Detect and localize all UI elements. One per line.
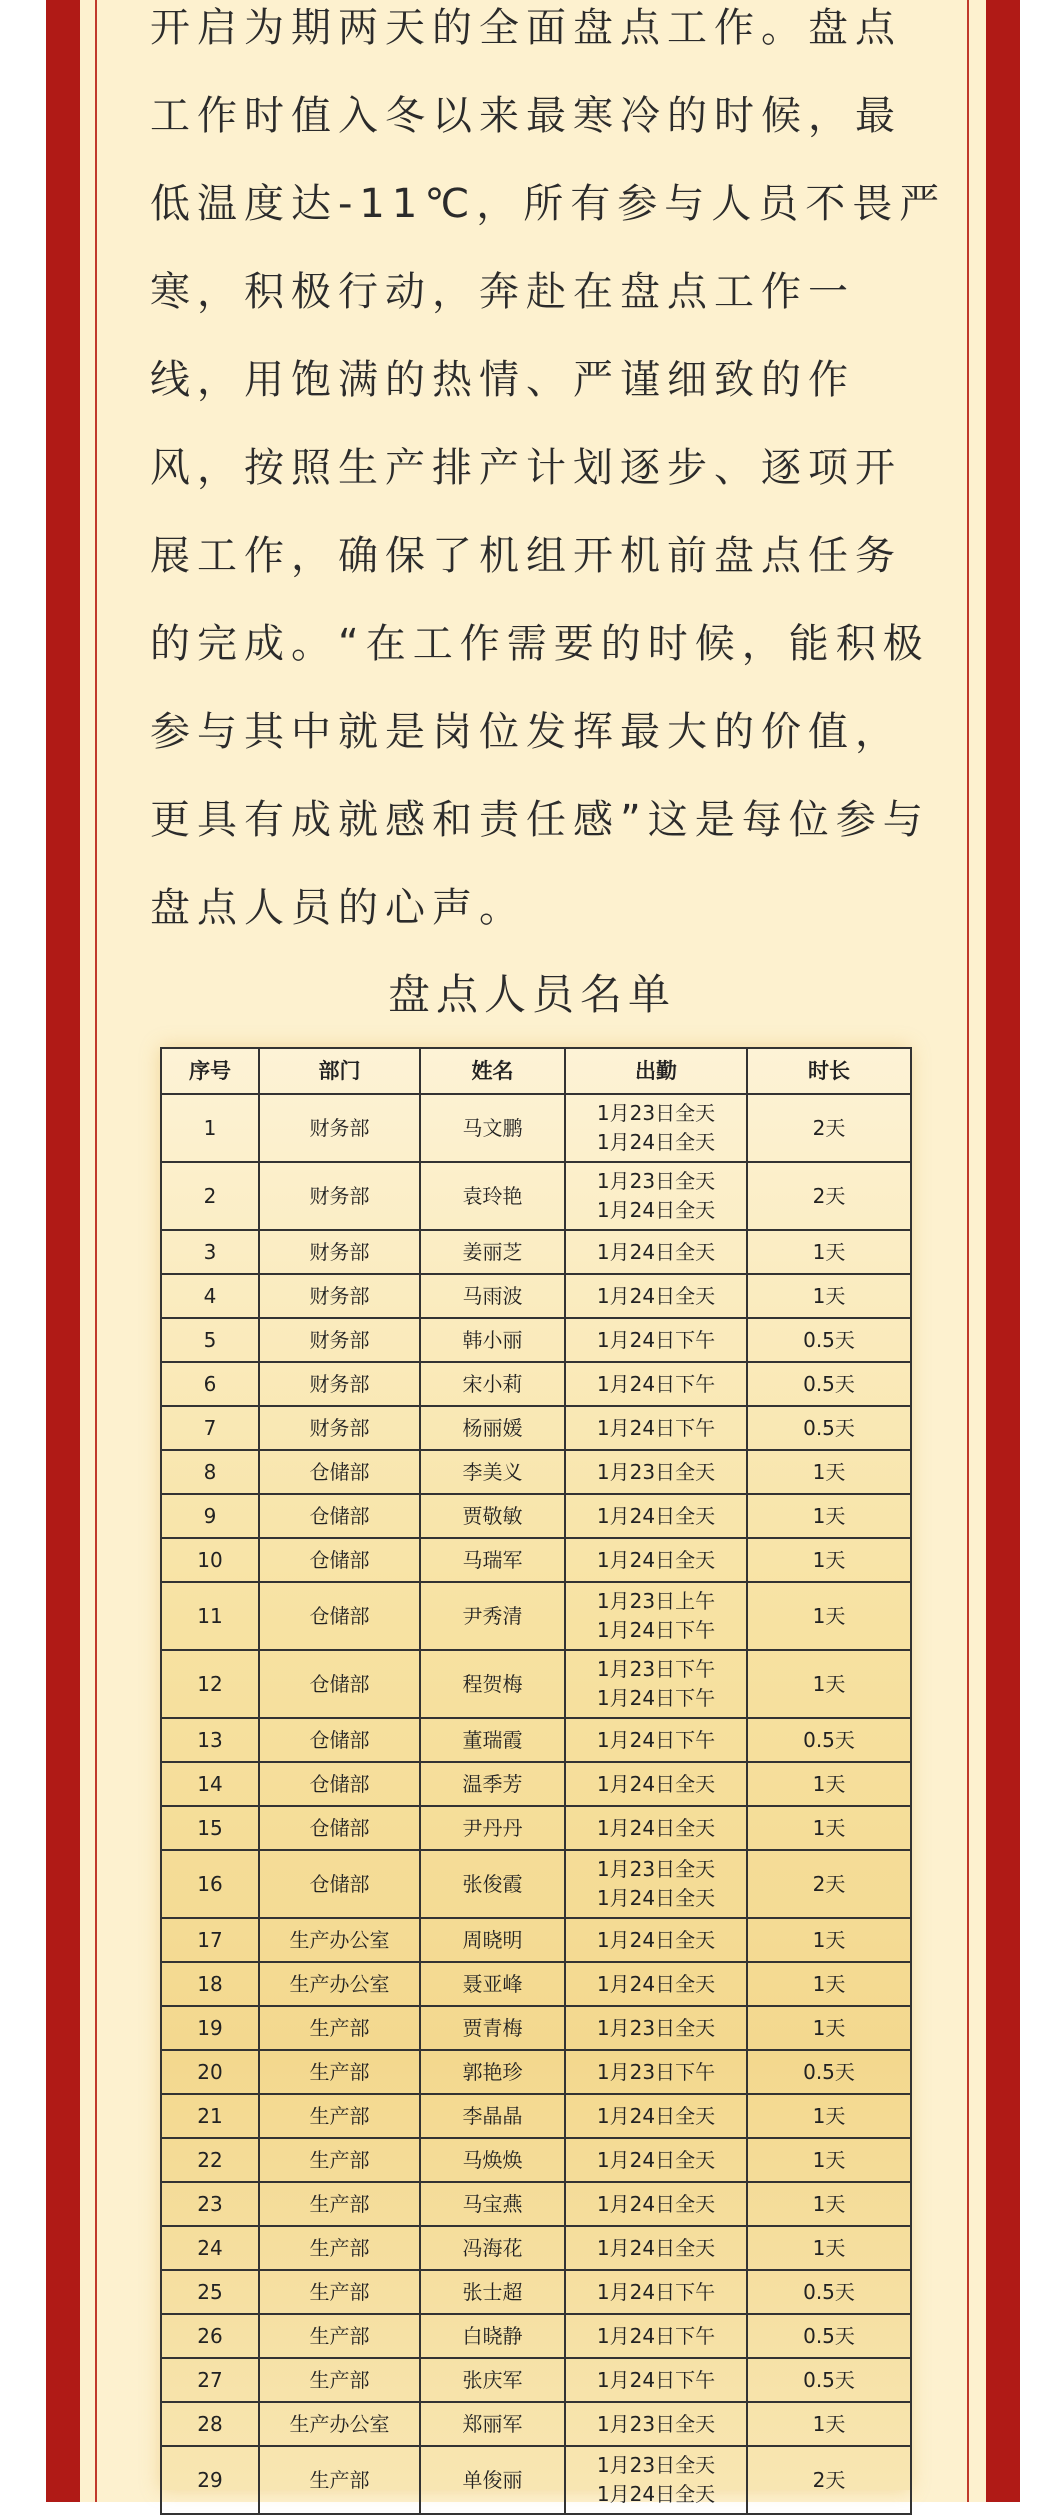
attendance-entry: 1月24日全天	[596, 2482, 716, 2506]
attendance-entry: 1月24日全天	[596, 1130, 716, 1154]
cell-name: 宋小莉	[420, 1362, 565, 1406]
cell-name: 冯海花	[420, 2226, 565, 2270]
table-row	[161, 2402, 911, 2446]
paragraph-line: 更具有成就感和责任感”这是每位参与	[150, 797, 930, 843]
cell-duration: 1天	[747, 1918, 911, 1962]
cell-index: 6	[161, 1362, 259, 1406]
cell-attendance	[565, 1494, 747, 1538]
cell-attendance	[565, 2358, 747, 2402]
cell-index: 22	[161, 2138, 259, 2182]
cell-attendance	[565, 1406, 747, 1450]
cell-attendance	[565, 1538, 747, 1582]
attendance-entry: 1月24日全天	[596, 2147, 716, 2172]
cell-name: 尹丹丹	[420, 1806, 565, 1850]
cell-duration: 1天	[747, 2094, 911, 2138]
table-row	[161, 1806, 911, 1850]
cell-name: 马瑞军	[420, 1538, 565, 1582]
cell-duration: 0.5天	[747, 2270, 911, 2314]
cell-department: 生产部	[259, 2446, 420, 2514]
cell-attendance	[565, 2094, 747, 2138]
cell-department: 财务部	[259, 1406, 420, 1450]
attendance-entry: 1月24日下午	[596, 1686, 716, 1710]
table-row	[161, 2094, 911, 2138]
table-row	[161, 1406, 911, 1450]
cell-name: 马宝燕	[420, 2182, 565, 2226]
staff-table	[160, 1047, 912, 2515]
cell-index: 11	[161, 1582, 259, 1650]
cell-index: 23	[161, 2182, 259, 2226]
cell-index: 20	[161, 2050, 259, 2094]
cell-attendance	[565, 1450, 747, 1494]
attendance-entry: 1月23日上午	[596, 1589, 716, 1613]
table-row	[161, 2226, 911, 2270]
table-title: 盘点人员名单	[387, 970, 676, 1019]
cell-department: 生产办公室	[259, 1918, 420, 1962]
staff-table-container	[160, 1047, 910, 2506]
header-attendance: 出勤	[565, 1048, 747, 1094]
table-row	[161, 1162, 911, 1230]
attendance-entry: 1月24日全天	[596, 2235, 716, 2260]
table-row	[161, 1762, 911, 1806]
cell-department: 仓储部	[259, 1450, 420, 1494]
paragraph-line: 低温度达-11℃，所有参与人员不畏严	[150, 181, 947, 227]
cell-index: 18	[161, 1962, 259, 2006]
cell-department: 生产部	[259, 2138, 420, 2182]
attendance-entry: 1月24日下午	[596, 1371, 716, 1396]
cell-attendance	[565, 1094, 747, 1162]
cell-department: 仓储部	[259, 1538, 420, 1582]
cell-department: 财务部	[259, 1230, 420, 1274]
cell-attendance	[565, 1362, 747, 1406]
cell-duration: 0.5天	[747, 1318, 911, 1362]
cell-name: 马文鹏	[420, 1094, 565, 1162]
cell-attendance	[565, 1650, 747, 1718]
cell-attendance	[565, 2314, 747, 2358]
cell-name: 周晓明	[420, 1918, 565, 1962]
attendance-entry: 1月23日全天	[596, 2411, 716, 2436]
cell-index: 9	[161, 1494, 259, 1538]
cell-duration: 1天	[747, 1494, 911, 1538]
cell-name: 贾敬敏	[420, 1494, 565, 1538]
cell-duration: 1天	[747, 1762, 911, 1806]
cell-name: 马雨波	[420, 1274, 565, 1318]
header-index: 序号	[161, 1048, 259, 1094]
paragraph-line: 线，用饱满的热情、严谨细致的作	[150, 357, 855, 403]
table-row	[161, 2358, 911, 2402]
cell-index: 21	[161, 2094, 259, 2138]
cell-index: 4	[161, 1274, 259, 1318]
table-row	[161, 2270, 911, 2314]
cell-duration: 1天	[747, 1538, 911, 1582]
cell-department: 生产部	[259, 2226, 420, 2270]
attendance-entry: 1月23日全天	[596, 1169, 716, 1193]
cell-index: 8	[161, 1450, 259, 1494]
attendance-entry: 1月24日下午	[596, 1618, 716, 1642]
cell-name: 张士超	[420, 2270, 565, 2314]
cell-name: 董瑞霞	[420, 1718, 565, 1762]
header-department: 部门	[259, 1048, 420, 1094]
table-row	[161, 1318, 911, 1362]
cell-name: 张庆军	[420, 2358, 565, 2402]
attendance-entry: 1月24日全天	[596, 1971, 716, 1996]
attendance-entry: 1月23日全天	[596, 2015, 716, 2040]
paragraph-line: 寒，积极行动，奔赴在盘点工作一	[150, 269, 855, 315]
table-row	[161, 1538, 911, 1582]
cell-index: 17	[161, 1918, 259, 1962]
cell-department: 财务部	[259, 1274, 420, 1318]
cell-attendance	[565, 2182, 747, 2226]
attendance-entry: 1月24日全天	[596, 1927, 716, 1952]
table-row	[161, 1650, 911, 1718]
cell-name: 郭艳珍	[420, 2050, 565, 2094]
table-row	[161, 2138, 911, 2182]
table-row	[161, 1918, 911, 1962]
cell-duration: 2天	[747, 1162, 911, 1230]
paragraph-line: 工作时值入冬以来最寒冷的时候，最	[150, 93, 902, 139]
cell-name: 李美义	[420, 1450, 565, 1494]
cell-name: 贾青梅	[420, 2006, 565, 2050]
cell-name: 张俊霞	[420, 1850, 565, 1918]
cell-duration: 2天	[747, 1850, 911, 1918]
cell-duration: 0.5天	[747, 1406, 911, 1450]
paragraph-line: 风，按照生产排产计划逐步、逐项开	[150, 445, 902, 491]
cell-attendance	[565, 1274, 747, 1318]
cell-index: 26	[161, 2314, 259, 2358]
attendance-entry: 1月23日全天	[596, 1857, 716, 1881]
cell-department: 生产部	[259, 2050, 420, 2094]
cell-duration: 0.5天	[747, 1362, 911, 1406]
cell-index: 13	[161, 1718, 259, 1762]
cell-attendance	[565, 2138, 747, 2182]
cell-department: 生产部	[259, 2270, 420, 2314]
cell-duration: 1天	[747, 2402, 911, 2446]
attendance-entry: 1月24日下午	[596, 2323, 716, 2348]
cell-name: 马焕焕	[420, 2138, 565, 2182]
paragraph-line: 盘点人员的心声。	[150, 885, 526, 931]
cell-duration: 1天	[747, 1582, 911, 1650]
cell-department: 仓储部	[259, 1718, 420, 1762]
cell-duration: 0.5天	[747, 2050, 911, 2094]
table-row	[161, 2446, 911, 2514]
cell-department: 生产部	[259, 2006, 420, 2050]
cell-name: 姜丽芝	[420, 1230, 565, 1274]
cell-duration: 1天	[747, 2006, 911, 2050]
cell-department: 生产办公室	[259, 1962, 420, 2006]
cell-index: 10	[161, 1538, 259, 1582]
cell-index: 3	[161, 1230, 259, 1274]
cell-name: 单俊丽	[420, 2446, 565, 2514]
table-row	[161, 1450, 911, 1494]
cell-duration: 2天	[747, 2446, 911, 2514]
table-row	[161, 1494, 911, 1538]
cell-attendance	[565, 1962, 747, 2006]
cell-attendance	[565, 1918, 747, 1962]
cell-attendance	[565, 1762, 747, 1806]
cell-index: 16	[161, 1850, 259, 1918]
cell-attendance	[565, 2402, 747, 2446]
cell-attendance	[565, 2050, 747, 2094]
cell-name: 杨丽媛	[420, 1406, 565, 1450]
paragraph-line: 的完成。“在工作需要的时候，能积极	[150, 621, 930, 667]
cell-name: 白晓静	[420, 2314, 565, 2358]
table-header-row	[161, 1048, 911, 1094]
cell-duration: 1天	[747, 1230, 911, 1274]
table-row	[161, 1718, 911, 1762]
table-row	[161, 2006, 911, 2050]
attendance-entry: 1月23日下午	[596, 1657, 716, 1681]
cell-department: 财务部	[259, 1362, 420, 1406]
cell-attendance	[565, 1806, 747, 1850]
cell-attendance	[565, 1582, 747, 1650]
cell-attendance	[565, 1718, 747, 1762]
table-row	[161, 1230, 911, 1274]
table-row	[161, 1962, 911, 2006]
attendance-entry: 1月24日全天	[596, 1283, 716, 1308]
cell-department: 仓储部	[259, 1582, 420, 1650]
attendance-entry: 1月23日全天	[596, 2453, 716, 2477]
cell-index: 1	[161, 1094, 259, 1162]
cell-department: 财务部	[259, 1094, 420, 1162]
cell-duration: 1天	[747, 1806, 911, 1850]
cell-index: 7	[161, 1406, 259, 1450]
cell-attendance	[565, 1162, 747, 1230]
table-row	[161, 2314, 911, 2358]
cell-duration: 0.5天	[747, 2358, 911, 2402]
cell-name: 温季芳	[420, 1762, 565, 1806]
attendance-entry: 1月24日全天	[596, 1886, 716, 1910]
cell-duration: 1天	[747, 2138, 911, 2182]
attendance-entry: 1月23日下午	[596, 2059, 716, 2084]
cell-name: 程贺梅	[420, 1650, 565, 1718]
cell-department: 财务部	[259, 1162, 420, 1230]
attendance-entry: 1月24日下午	[596, 2279, 716, 2304]
table-row	[161, 2050, 911, 2094]
cell-department: 仓储部	[259, 1806, 420, 1850]
attendance-entry: 1月24日全天	[596, 2191, 716, 2216]
cell-duration: 1天	[747, 2182, 911, 2226]
attendance-entry: 1月24日下午	[596, 1727, 716, 1752]
header-duration: 时长	[747, 1048, 911, 1094]
attendance-entry: 1月23日全天	[596, 1459, 716, 1484]
cell-attendance	[565, 1318, 747, 1362]
cell-name: 聂亚峰	[420, 1962, 565, 2006]
table-row	[161, 1274, 911, 1318]
cell-name: 尹秀清	[420, 1582, 565, 1650]
cell-duration: 0.5天	[747, 2314, 911, 2358]
cell-department: 生产部	[259, 2358, 420, 2402]
table-row	[161, 1850, 911, 1918]
cell-index: 5	[161, 1318, 259, 1362]
paragraph-line: 参与其中就是岗位发挥最大的价值，	[150, 709, 902, 755]
cell-duration: 1天	[747, 1274, 911, 1318]
attendance-entry: 1月23日全天	[596, 1101, 716, 1125]
cell-duration: 2天	[747, 1094, 911, 1162]
cell-duration: 1天	[747, 1450, 911, 1494]
attendance-entry: 1月24日全天	[596, 1815, 716, 1840]
cell-department: 仓储部	[259, 1650, 420, 1718]
cell-department: 生产部	[259, 2182, 420, 2226]
cell-attendance	[565, 1850, 747, 1918]
paragraph-line: 展工作，确保了机组开机前盘点任务	[150, 533, 902, 579]
cell-index: 15	[161, 1806, 259, 1850]
cell-duration: 1天	[747, 1962, 911, 2006]
attendance-entry: 1月24日全天	[596, 2103, 716, 2128]
cell-attendance	[565, 2226, 747, 2270]
cell-index: 24	[161, 2226, 259, 2270]
cell-index: 25	[161, 2270, 259, 2314]
attendance-entry: 1月24日下午	[596, 1327, 716, 1352]
attendance-entry: 1月24日全天	[596, 1771, 716, 1796]
cell-duration: 0.5天	[747, 1718, 911, 1762]
article-paragraph	[150, 0, 947, 952]
cell-index: 2	[161, 1162, 259, 1230]
paragraph-line: 开启为期两天的全面盘点工作。盘点	[150, 5, 902, 51]
cell-index: 28	[161, 2402, 259, 2446]
cell-attendance	[565, 2006, 747, 2050]
cell-name: 郑丽军	[420, 2402, 565, 2446]
attendance-entry: 1月24日全天	[596, 1239, 716, 1264]
cell-index: 27	[161, 2358, 259, 2402]
cell-department: 生产部	[259, 2314, 420, 2358]
cell-attendance	[565, 2446, 747, 2514]
cell-department: 仓储部	[259, 1494, 420, 1538]
table-row	[161, 1362, 911, 1406]
cell-department: 仓储部	[259, 1762, 420, 1806]
cell-department: 仓储部	[259, 1850, 420, 1918]
attendance-entry: 1月24日下午	[596, 1415, 716, 1440]
cell-attendance	[565, 2270, 747, 2314]
attendance-entry: 1月24日全天	[596, 1503, 716, 1528]
cell-index: 14	[161, 1762, 259, 1806]
cell-duration: 1天	[747, 1650, 911, 1718]
cell-name: 韩小丽	[420, 1318, 565, 1362]
cell-department: 生产办公室	[259, 2402, 420, 2446]
attendance-entry: 1月24日下午	[596, 2367, 716, 2392]
table-row	[161, 2182, 911, 2226]
cell-department: 财务部	[259, 1318, 420, 1362]
table-row	[161, 1582, 911, 1650]
cell-department: 生产部	[259, 2094, 420, 2138]
cell-attendance	[565, 1230, 747, 1274]
cell-index: 29	[161, 2446, 259, 2514]
table-row	[161, 1094, 911, 1162]
cell-name: 袁玲艳	[420, 1162, 565, 1230]
cell-index: 19	[161, 2006, 259, 2050]
attendance-entry: 1月24日全天	[596, 1198, 716, 1222]
cell-name: 李晶晶	[420, 2094, 565, 2138]
cell-duration: 1天	[747, 2226, 911, 2270]
header-name: 姓名	[420, 1048, 565, 1094]
attendance-entry: 1月24日全天	[596, 1547, 716, 1572]
cell-index: 12	[161, 1650, 259, 1718]
